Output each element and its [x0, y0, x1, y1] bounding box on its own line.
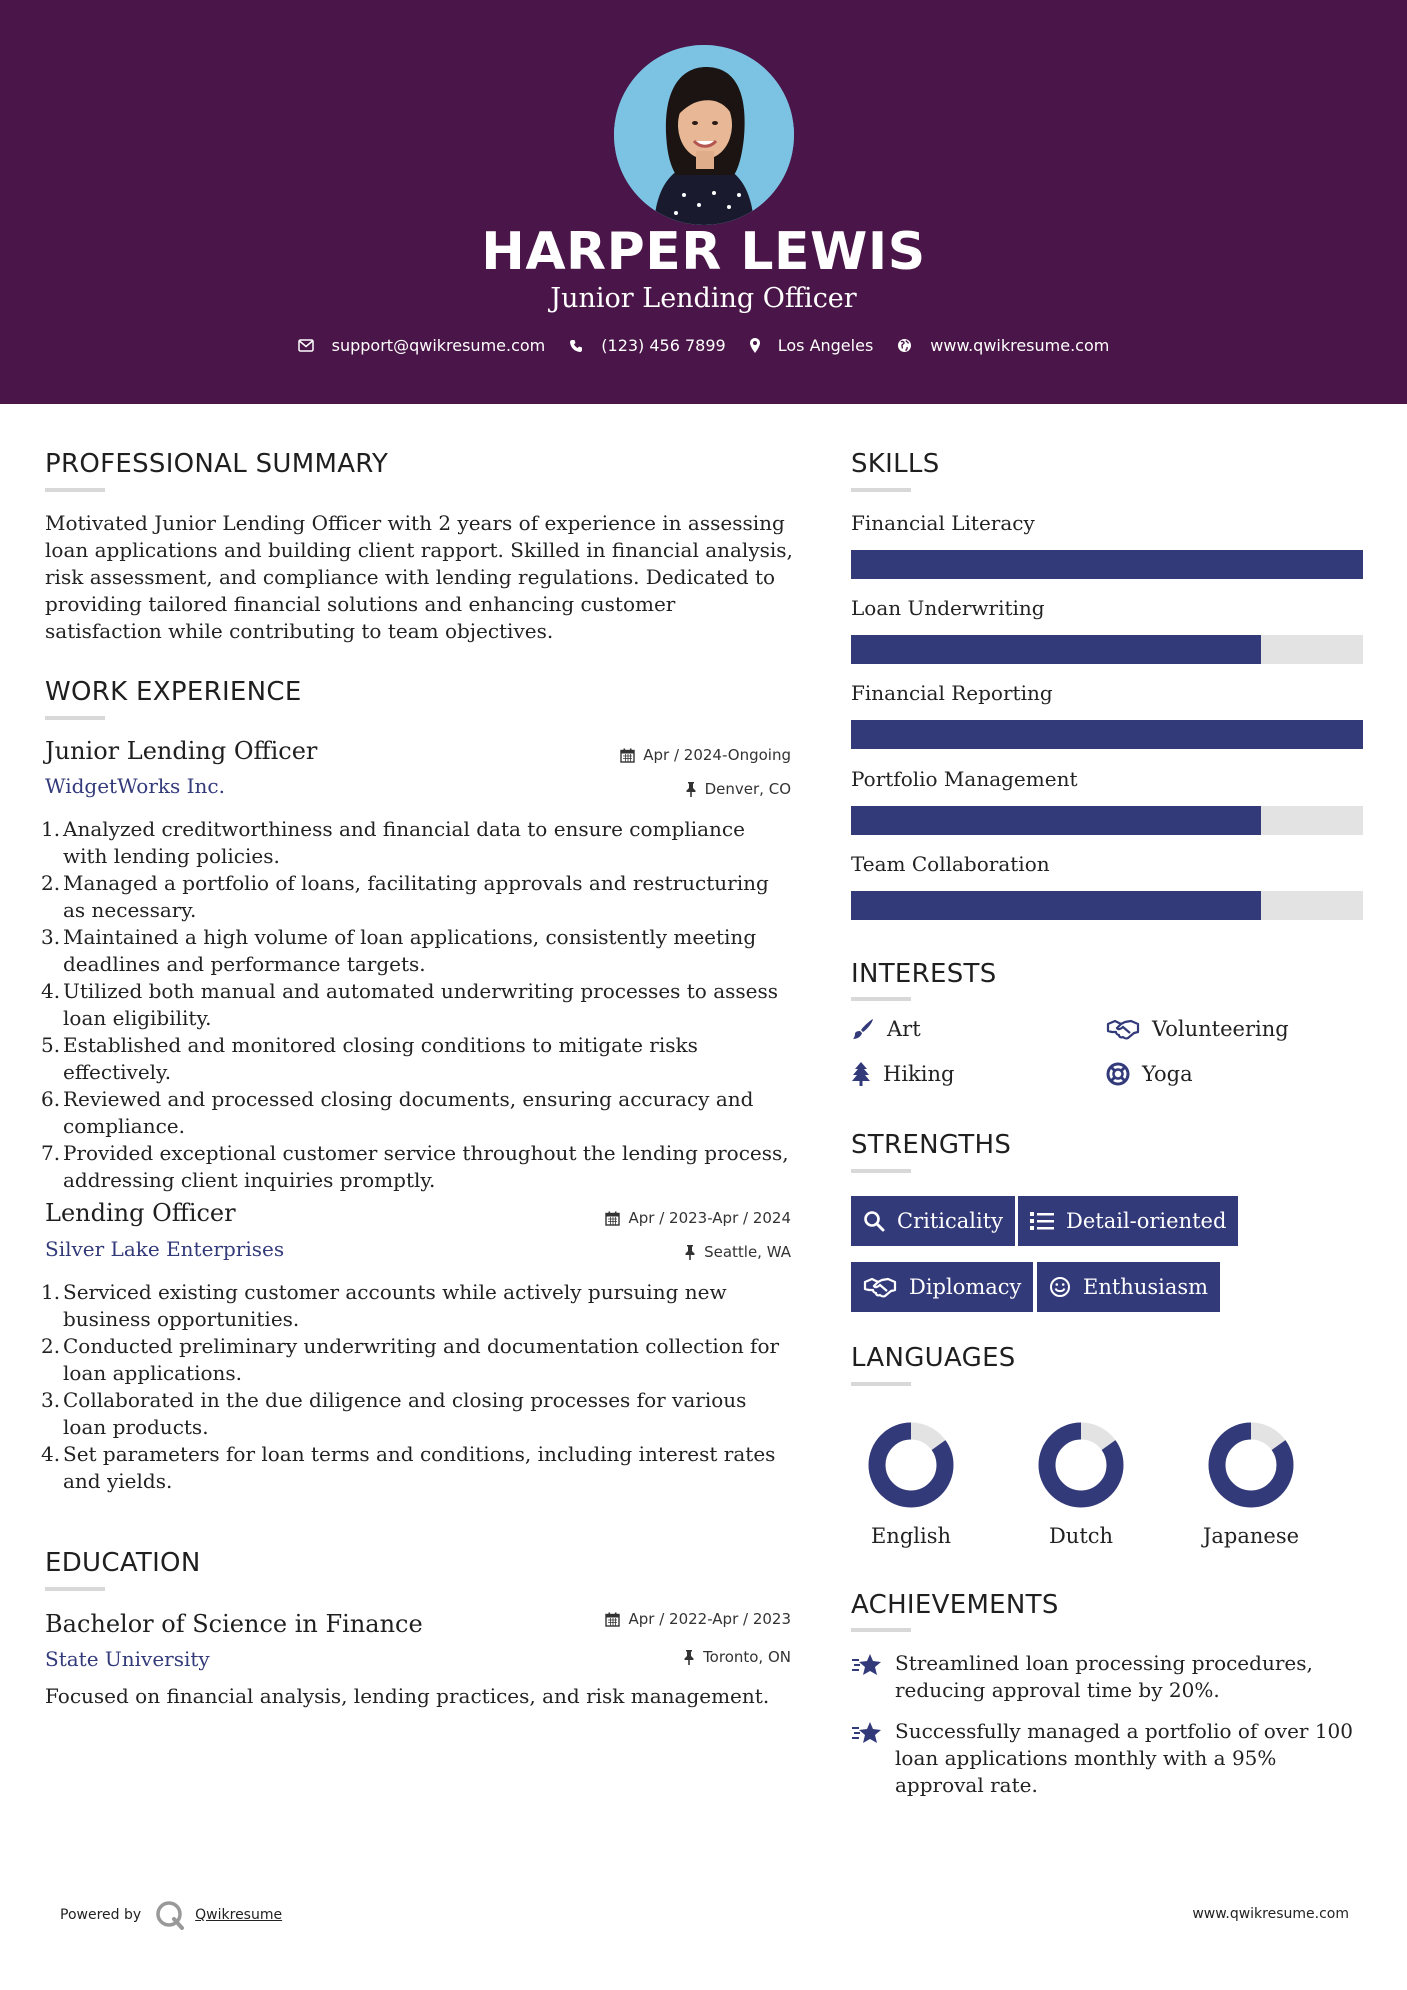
job-title: Junior Lending Officer [45, 737, 318, 765]
skills-heading: SKILLS [851, 449, 940, 479]
strengths-heading-rule [851, 1169, 911, 1173]
handshake-icon [863, 1276, 897, 1298]
languages-heading: LANGUAGES [851, 1343, 1016, 1373]
skills-heading-rule [851, 488, 911, 492]
star-icon [851, 1721, 883, 1745]
education-dates [605, 1610, 791, 1628]
powered-by-text: Powered by [60, 1907, 142, 1923]
education-description: Focused on financial analysis, lending practices, and risk management. [45, 1684, 770, 1708]
job-location [685, 780, 791, 798]
strength-badge [851, 1196, 1015, 1246]
pushpin-icon [684, 1245, 696, 1260]
education-heading: EDUCATION [45, 1548, 201, 1578]
contact-location-text: Los Angeles [777, 336, 874, 355]
skill-bar-fill [851, 635, 1261, 664]
contact-location [750, 336, 874, 355]
interest-item [851, 1017, 921, 1041]
job-company: WidgetWorks Inc. [45, 774, 225, 798]
achievement-text: Successfully managed a portfolio of over 100 loan applications monthly with a 95% approval rate. [895, 1719, 1353, 1797]
footer-website[interactable]: www.qwikresume.com [1192, 1906, 1349, 1922]
job-location [684, 1243, 791, 1261]
education-location [683, 1648, 791, 1666]
achievements-heading: ACHIEVEMENTS [851, 1590, 1059, 1620]
job-responsibilities [41, 1279, 794, 1495]
language-item [1186, 1420, 1316, 1548]
skill-label: Team Collaboration [851, 852, 1050, 876]
achievements-heading-rule [851, 1628, 911, 1632]
skill-label: Portfolio Management [851, 767, 1078, 791]
job-title: Lending Officer [45, 1199, 236, 1227]
resume-header [0, 0, 1407, 404]
profile-photo [614, 45, 794, 225]
qwikresume-logo-icon [155, 1900, 185, 1930]
skill-bar [851, 550, 1363, 579]
languages-heading-rule [851, 1382, 911, 1386]
interest-label: Volunteering [1152, 1017, 1289, 1041]
interest-label: Hiking [883, 1062, 955, 1086]
calendar-icon [620, 748, 635, 763]
list-item: 7. Provided exceptional customer service throughout the lending process, addressing client inquiries promptly. [41, 1141, 789, 1192]
skill-label: Loan Underwriting [851, 596, 1045, 620]
interest-item [1106, 1017, 1289, 1041]
list-item: 4. Utilized both manual and automated underwriting processes to assess loan eligibility. [41, 979, 779, 1030]
skill-bar [851, 635, 1363, 664]
job-dates-text: Apr / 2024-Ongoing [643, 746, 791, 764]
footer-powered-by [60, 1900, 282, 1930]
language-item [1016, 1420, 1146, 1548]
list-item: 2. Conducted preliminary underwriting and documentation collection for loan applications. [41, 1334, 780, 1385]
achievement-item [851, 1650, 1371, 1704]
phone-icon [569, 339, 583, 353]
contact-website[interactable] [897, 336, 1109, 355]
skill-label: Financial Reporting [851, 681, 1053, 705]
skill-bar-fill [851, 550, 1363, 579]
list-item: 3. Collaborated in the due diligence and closing processes for various loan products. [41, 1388, 747, 1439]
job-responsibilities [41, 816, 794, 1194]
list-item: 5. Established and monitored closing conditions to mitigate risks effectively. [41, 1033, 698, 1084]
lifebuoy-icon [1106, 1062, 1130, 1086]
tree-icon [851, 1062, 871, 1086]
strength-badge [851, 1262, 1033, 1312]
contact-email-text: support@qwikresume.com [331, 336, 546, 355]
experience-heading-rule [45, 716, 105, 720]
achievement-text: Streamlined loan processing procedures, reducing approval time by 20%. [895, 1651, 1313, 1702]
summary-heading-rule [45, 488, 105, 492]
strengths-heading: STRENGTHS [851, 1130, 1012, 1160]
interest-label: Art [887, 1017, 921, 1041]
globe-icon [897, 338, 912, 353]
skill-bar-fill [851, 806, 1261, 835]
candidate-name: HARPER LEWIS [481, 222, 926, 282]
contact-email[interactable] [298, 336, 546, 355]
list-icon [1030, 1211, 1054, 1231]
interest-item [1106, 1062, 1193, 1086]
school-name: State University [45, 1647, 210, 1671]
interest-item [851, 1062, 954, 1086]
list-item: 4. Set parameters for loan terms and conditions, including interest rates and yields. [41, 1442, 776, 1493]
job-location-text: Seattle, WA [704, 1243, 791, 1261]
job-dates [620, 746, 791, 764]
job-dates-text: Apr / 2023-Apr / 2024 [628, 1209, 791, 1227]
skill-bar [851, 806, 1363, 835]
contact-phone-text: (123) 456 7899 [601, 336, 726, 355]
list-item: 3. Maintained a high volume of loan applications, consistently meeting deadlines and performance targets. [41, 925, 757, 976]
education-heading-rule [45, 1587, 105, 1591]
star-icon [851, 1653, 883, 1677]
strength-label: Diplomacy [909, 1275, 1022, 1299]
strength-badge [1037, 1262, 1220, 1312]
language-label: English [870, 1524, 952, 1548]
map-pin-icon [750, 338, 760, 353]
strength-badge [1018, 1196, 1238, 1246]
language-item [846, 1420, 976, 1548]
skill-bar [851, 891, 1363, 920]
experience-heading: WORK EXPERIENCE [45, 677, 302, 707]
envelope-icon [298, 339, 314, 352]
calendar-icon [605, 1612, 620, 1627]
qwikresume-link[interactable]: Qwikresume [195, 1907, 283, 1923]
degree-title: Bachelor of Science in Finance [45, 1610, 423, 1638]
list-item: 2. Managed a portfolio of loans, facilitating approvals and restructuring as necessary. [41, 871, 769, 922]
contact-bar [0, 336, 1407, 355]
job-company: Silver Lake Enterprises [45, 1237, 285, 1261]
pushpin-icon [685, 782, 697, 797]
paintbrush-icon [851, 1017, 875, 1041]
language-donut [1206, 1420, 1296, 1510]
achievement-item [851, 1718, 1371, 1799]
pushpin-icon [683, 1650, 695, 1665]
summary-heading: PROFESSIONAL SUMMARY [45, 449, 389, 479]
interests-heading-rule [851, 997, 911, 1001]
strength-label: Enthusiasm [1083, 1275, 1209, 1299]
contact-website-text: www.qwikresume.com [930, 336, 1110, 355]
smile-icon [1049, 1276, 1071, 1298]
language-label: Japanese [1202, 1524, 1300, 1548]
education-location-text: Toronto, ON [703, 1648, 791, 1666]
calendar-icon [605, 1211, 620, 1226]
profile-photo-illustration [614, 45, 794, 225]
language-donut [1036, 1420, 1126, 1510]
list-item: 1. Analyzed creditworthiness and financial data to ensure compliance with lending policies. [41, 817, 745, 868]
language-label: Dutch [1048, 1524, 1114, 1548]
job-dates [605, 1209, 791, 1227]
candidate-title: Junior Lending Officer [550, 283, 857, 314]
interests-heading: INTERESTS [851, 959, 997, 989]
skill-bar [851, 720, 1363, 749]
education-dates-text: Apr / 2022-Apr / 2023 [628, 1610, 791, 1628]
handshake-icon [1106, 1018, 1140, 1040]
strength-label: Detail-oriented [1066, 1209, 1227, 1233]
interest-label: Yoga [1142, 1062, 1193, 1086]
job-location-text: Denver, CO [704, 780, 791, 798]
skill-bar-fill [851, 891, 1261, 920]
contact-phone[interactable] [569, 336, 725, 355]
skill-bar-fill [851, 720, 1363, 749]
list-item: 1. Serviced existing customer accounts while actively pursuing new business opportunities. [41, 1280, 727, 1331]
skill-label: Financial Literacy [851, 511, 1035, 535]
list-item: 6. Reviewed and processed closing documents, ensuring accuracy and compliance. [41, 1087, 754, 1138]
strength-label: Criticality [897, 1209, 1003, 1233]
language-donut [866, 1420, 956, 1510]
search-icon [863, 1210, 885, 1232]
summary-text: Motivated Junior Lending Officer with 2 years of experience in assessing loan applications and building client rapport. Skilled in financial analysis, risk assessment, and compliance with lending regulations. Dedicated to providing tailored financial solutions and enhancing customer satisfaction while contributing to team objectives. [45, 511, 793, 643]
